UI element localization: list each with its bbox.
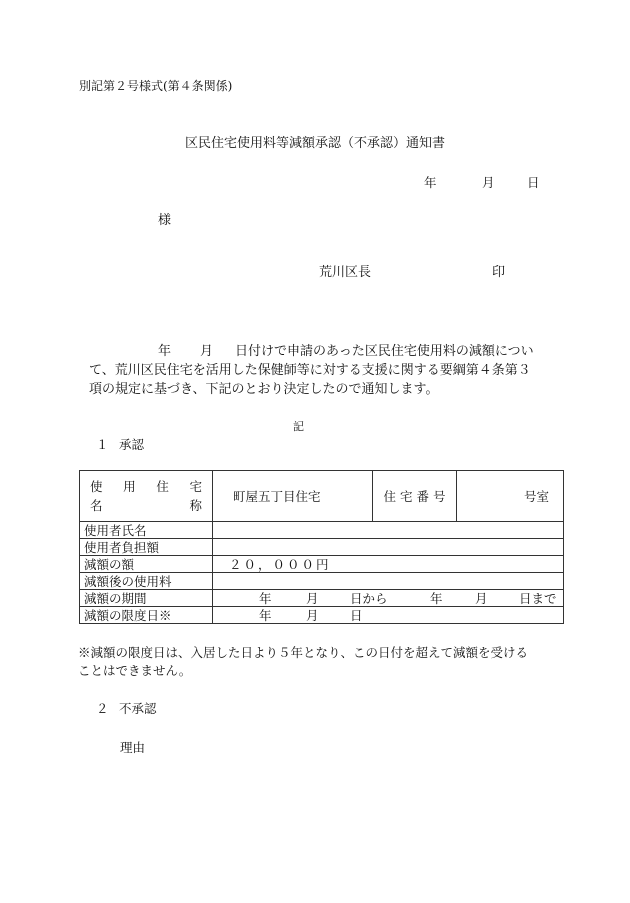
row-label: 減額後の使用料 bbox=[80, 573, 213, 590]
period-end-month: 月 bbox=[475, 590, 488, 606]
table-row bbox=[80, 556, 564, 573]
row-value bbox=[213, 573, 564, 590]
table-row bbox=[80, 539, 564, 556]
room-number-label: 住 宅 番 号 bbox=[373, 471, 457, 522]
housing-label-char: 使 bbox=[90, 479, 103, 494]
table-row-period bbox=[80, 590, 564, 607]
section-rejection-number: ２ bbox=[96, 701, 109, 716]
table-row-limit bbox=[80, 607, 564, 624]
reason-label: 理由 bbox=[120, 740, 146, 755]
table-row-housing bbox=[80, 471, 564, 522]
body-line-3: 項の規定に基づき、下記のとおり決定したので通知します。 bbox=[89, 382, 439, 397]
limit-day: 日 bbox=[350, 607, 363, 623]
note-line-1: ※減額の限度日は、入居した日より５年となり、この日付を超えて減額を受ける bbox=[78, 645, 529, 660]
row-value bbox=[213, 522, 564, 539]
room-number-unit: 号室 bbox=[457, 471, 564, 522]
housing-name-value: 町屋五丁目住宅 bbox=[213, 471, 373, 522]
body-month: 月 bbox=[200, 344, 214, 359]
limit-date-note bbox=[78, 644, 568, 680]
row-label: 使用者負担額 bbox=[80, 539, 213, 556]
document-title: 区民住宅使用料等減額承認（不承認）通知書 bbox=[184, 136, 445, 151]
issuer-name: 荒川区長 bbox=[319, 265, 372, 280]
housing-label-char: 称 bbox=[189, 498, 202, 513]
date-year: 年 bbox=[424, 175, 437, 190]
period-end-year: 年 bbox=[430, 590, 443, 606]
section-approval-heading bbox=[96, 437, 145, 452]
seal-mark: 印 bbox=[492, 265, 506, 280]
section-approval-label: 承認 bbox=[119, 437, 145, 452]
limit-year: 年 bbox=[259, 607, 272, 623]
section-rejection-heading bbox=[96, 701, 157, 716]
reduction-amount-value: ２０，０００円 bbox=[213, 556, 564, 573]
housing-name-label bbox=[80, 471, 213, 522]
ki-heading: 記 bbox=[293, 420, 304, 433]
period-end-day: 日まで bbox=[519, 590, 557, 606]
form-number-label: 別記第２号様式(第４条関係) bbox=[79, 79, 233, 93]
note-line-2: ことはできません。 bbox=[78, 663, 192, 678]
period-label: 減額の期間 bbox=[80, 590, 213, 607]
section-rejection-label: 不承認 bbox=[119, 701, 157, 716]
addressee-suffix: 様 bbox=[158, 213, 172, 228]
housing-label-char: 名 bbox=[90, 498, 103, 513]
period-value bbox=[213, 590, 564, 607]
issue-date bbox=[424, 175, 540, 190]
row-label: 減額の額 bbox=[80, 556, 213, 573]
limit-month: 月 bbox=[306, 607, 319, 623]
period-start-day: 日から bbox=[350, 590, 388, 606]
row-label: 使用者氏名 bbox=[80, 522, 213, 539]
limit-date-label: 減額の限度日※ bbox=[80, 607, 213, 624]
housing-label-char: 住 bbox=[156, 479, 169, 494]
section-approval-number: １ bbox=[96, 437, 109, 452]
period-start-month: 月 bbox=[306, 590, 319, 606]
housing-label-char: 用 bbox=[123, 479, 136, 494]
housing-label-char: 宅 bbox=[189, 479, 202, 494]
body-line-1-text: 日付けで申請のあった区民住宅使用料の減額につい bbox=[235, 344, 534, 359]
date-day: 日 bbox=[527, 175, 540, 190]
row-value bbox=[213, 539, 564, 556]
limit-date-value bbox=[213, 607, 564, 624]
body-year: 年 bbox=[158, 344, 172, 359]
body-line-1 bbox=[80, 342, 550, 361]
table-row bbox=[80, 573, 564, 590]
body-line-2: て、荒川区民住宅を活用した保健師等に対する支援に関する要綱第４条第３ bbox=[89, 363, 531, 378]
date-month: 月 bbox=[482, 175, 495, 190]
period-start-year: 年 bbox=[259, 590, 272, 606]
notice-body bbox=[80, 342, 550, 399]
table-row bbox=[80, 522, 564, 539]
approval-detail-table bbox=[79, 470, 564, 624]
